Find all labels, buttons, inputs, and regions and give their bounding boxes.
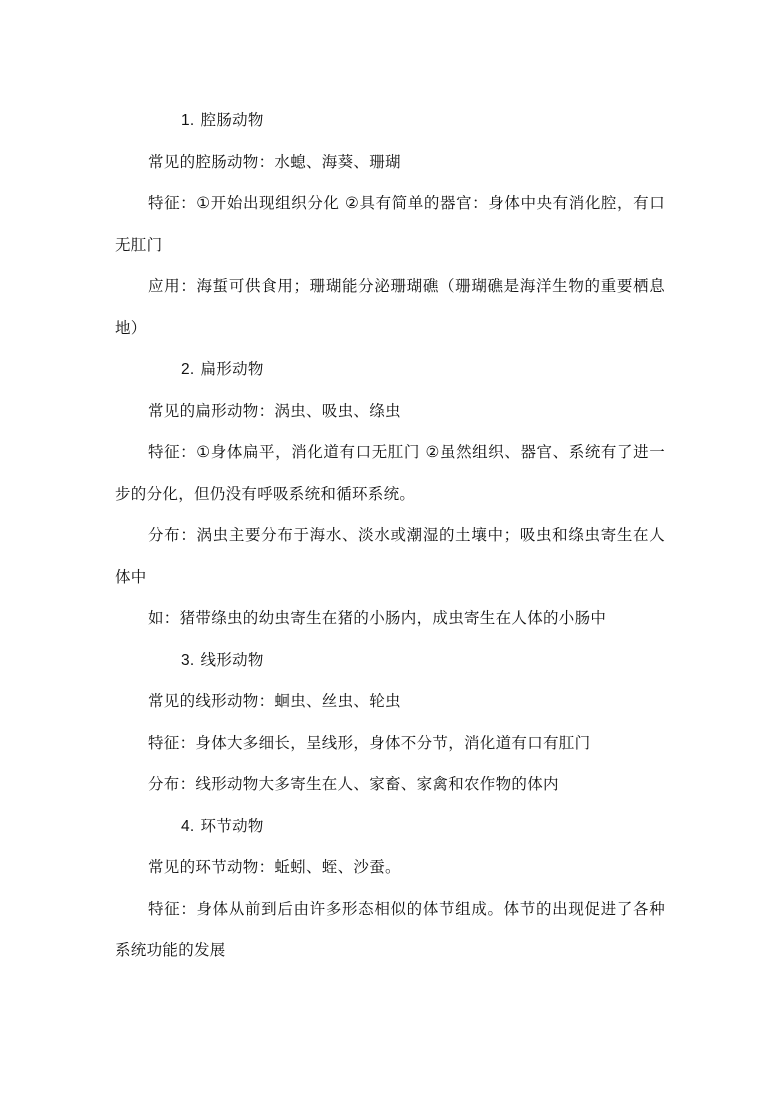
section-title: 环节动物	[200, 816, 264, 835]
paragraph: 特征：①身体扁平，消化道有口无肛门 ②虽然组织、器官、系统有了进一步的分化，但仍没有呼吸系统和循环系统。	[115, 443, 665, 503]
section-heading	[115, 100, 665, 142]
paragraph: 常见的线形动物：蛔虫、丝虫、轮虫	[148, 692, 401, 710]
section-number: 4.	[181, 817, 195, 835]
document-body	[115, 100, 665, 972]
paragraph: 分布：线形动物大多寄生在人、家畜、家禽和农作物的体内	[148, 775, 559, 793]
paragraph: 常见的环节动物：蚯蚓、蛭、沙蚕。	[148, 858, 401, 876]
section-title: 腔肠动物	[200, 111, 264, 129]
section-heading	[115, 806, 665, 848]
section-number: 2.	[181, 361, 195, 378]
paragraph: 应用：海蜇可供食用；珊瑚能分泌珊瑚礁（珊瑚礁是海洋生物的重要栖息地）	[115, 277, 665, 337]
section-number: 1.	[181, 112, 195, 129]
paragraph: 如：猪带绦虫的幼虫寄生在猪的小肠内，成虫寄生在人体的小肠中	[148, 609, 607, 627]
paragraph: 常见的扁形动物：涡虫、吸虫、绦虫	[148, 401, 401, 420]
paragraph: 特征：①开始出现组织分化 ②具有简单的器官：身体中央有消化腔，有口无肛门	[115, 194, 665, 254]
section-number: 3.	[181, 651, 195, 669]
paragraph: 特征：身体大多细长，呈线形，身体不分节，消化道有口有肛门	[148, 733, 591, 752]
paragraph: 常见的腔肠动物：水螅、海葵、珊瑚	[148, 152, 401, 171]
section-title: 扁形动物	[200, 360, 264, 378]
section-title: 线形动物	[200, 650, 264, 669]
section-heading	[115, 640, 665, 682]
paragraph: 特征：身体从前到后由许多形态相似的体节组成。体节的出现促进了各种系统功能的发展	[115, 899, 665, 959]
paragraph: 分布：涡虫主要分布于海水、淡水或潮湿的土壤中；吸虫和绦虫寄生在人体中	[115, 526, 665, 586]
section-heading	[115, 349, 665, 391]
